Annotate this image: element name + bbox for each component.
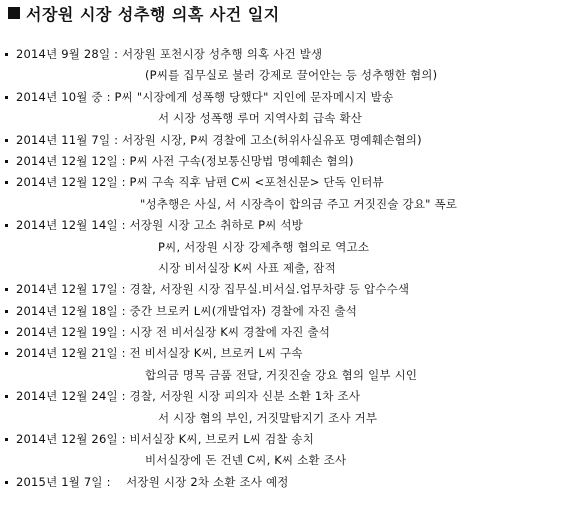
timeline-detail bbox=[0, 365, 580, 386]
bullet-icon bbox=[5, 96, 8, 99]
timeline-entry bbox=[0, 322, 580, 343]
bullet-icon bbox=[5, 438, 8, 441]
detail-text: "성추행은 사실, 서 시장측이 합의금 주고 거짓진술 강요" 폭로 bbox=[140, 196, 458, 211]
entry-text: 2014년 11월 7일 : 서장원 시장, P씨 경찰에 고소(허위사실유포 명예훼손혐의) bbox=[16, 132, 422, 147]
timeline-detail bbox=[0, 258, 580, 279]
title-text: 서장원 시장 성추행 의혹 사건 일지 bbox=[26, 4, 280, 24]
timeline-entry bbox=[0, 130, 580, 151]
bullet-icon bbox=[5, 224, 8, 227]
entry-text: 2014년 12월 12일 : P씨 구속 직후 남편 C씨 <포천신문> 단독 인터뷰 bbox=[16, 175, 384, 190]
bullet-icon bbox=[5, 352, 8, 355]
bullet-icon bbox=[5, 139, 8, 142]
entry-text: 2014년 12월 12일 : P씨 사전 구속(정보통신망법 명예훼손 혐의) bbox=[16, 153, 354, 168]
timeline-entry bbox=[0, 386, 580, 407]
timeline-entry bbox=[0, 172, 580, 193]
timeline-entry bbox=[0, 44, 580, 65]
timeline-detail bbox=[0, 237, 580, 258]
entry-text: 2014년 12월 18일 : 중간 브로커 L씨(개발업자) 경찰에 자진 출석 bbox=[16, 303, 358, 318]
timeline-entry bbox=[0, 215, 580, 236]
timeline-entry bbox=[0, 301, 580, 322]
entry-text: 2014년 12월 19일 : 시장 전 비서실장 K씨 경찰에 자진 출석 bbox=[16, 325, 331, 340]
timeline-detail bbox=[0, 108, 580, 129]
entry-text: 2014년 12월 21일 : 전 비서실장 K씨, 브로커 L씨 구속 bbox=[16, 346, 303, 361]
entry-text: 2014년 12월 17일 : 경찰, 서장원 시장 집무실.비서실.업무차량 등 압수수색 bbox=[16, 282, 410, 297]
bullet-icon bbox=[5, 181, 8, 184]
bullet-icon bbox=[5, 288, 8, 291]
timeline-detail bbox=[0, 450, 580, 471]
detail-text: P씨, 서장원 시장 강제추행 혐의로 역고소 bbox=[158, 239, 370, 254]
detail-text: 시장 비서실장 K씨 사표 제출, 잠적 bbox=[158, 260, 336, 275]
bullet-icon bbox=[5, 481, 8, 484]
detail-text: (P씨를 집무실로 불러 강제로 끌어안는 등 성추행한 혐의) bbox=[145, 68, 438, 83]
detail-text: 합의금 명목 금품 전달, 거짓진술 강요 혐의 일부 시인 bbox=[145, 367, 418, 382]
timeline-entry bbox=[0, 343, 580, 364]
timeline-entry bbox=[0, 87, 580, 108]
entry-text: 2015년 1월 7일 : 서장원 시장 2차 소환 조사 예정 bbox=[16, 474, 289, 489]
entry-text: 2014년 12월 24일 : 경찰, 서장원 시장 피의자 신분 소환 1차 조사 bbox=[16, 389, 361, 404]
timeline-entry bbox=[0, 472, 580, 493]
timeline-entry bbox=[0, 429, 580, 450]
bullet-icon bbox=[5, 310, 8, 313]
timeline-entry bbox=[0, 151, 580, 172]
entry-text: 2014년 12월 14일 : 서장원 시장 고소 취하로 P씨 석방 bbox=[16, 218, 303, 233]
entry-text: 2014년 12월 26일 : 비서실장 K씨, 브로커 L씨 검찰 송치 bbox=[16, 432, 315, 447]
entry-text: 2014년 9월 28일 : 서장원 포천시장 성추행 의혹 사건 발생 bbox=[16, 47, 323, 61]
timeline-entry bbox=[0, 279, 580, 300]
bullet-icon bbox=[5, 331, 8, 334]
bullet-icon bbox=[5, 160, 8, 163]
detail-text: 서 시장 성폭행 루머 지역사회 급속 확산 bbox=[158, 111, 363, 126]
timeline-detail bbox=[0, 65, 580, 86]
detail-text: 비서실장에 돈 건넨 C씨, K씨 소환 조사 bbox=[145, 453, 347, 468]
entry-text: 2014년 10월 중 : P씨 "시장에게 성폭행 당했다" 지인에 문자메시지 발송 bbox=[16, 89, 394, 104]
detail-text: 서 시장 혐의 부인, 거짓말탐지기 조사 거부 bbox=[158, 410, 378, 425]
timeline-detail bbox=[0, 194, 580, 215]
timeline-detail bbox=[0, 408, 580, 429]
bullet-icon bbox=[5, 395, 8, 398]
bullet-icon bbox=[5, 53, 8, 56]
document-title bbox=[8, 2, 280, 24]
timeline-list bbox=[0, 44, 580, 493]
square-bullet-icon bbox=[8, 7, 20, 19]
